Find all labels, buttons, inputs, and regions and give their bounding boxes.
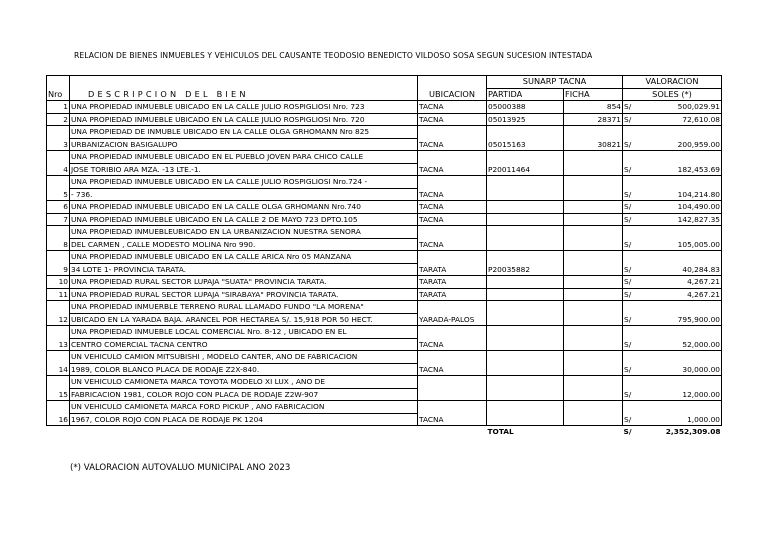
row-description: - 736.	[70, 188, 418, 201]
row-valoracion	[623, 151, 722, 176]
total-label: TOTAL	[487, 427, 514, 436]
table-row	[47, 351, 722, 364]
row-valoracion	[623, 288, 722, 301]
row-valoracion	[623, 101, 722, 114]
currency-symbol: S/	[624, 164, 632, 174]
row-partida: 05015163	[487, 126, 564, 151]
value-amount: 30,000.00	[682, 364, 720, 374]
value-amount: 142,827.35	[677, 214, 720, 224]
total-value: 2,352,309.08	[665, 427, 721, 436]
row-description: 1967, COLOR ROJO CON PLACA DE RODAJE PK 1204	[70, 413, 418, 426]
table-row	[47, 276, 722, 289]
row-partida	[487, 288, 564, 301]
currency-symbol: S/	[624, 364, 632, 374]
row-ficha	[564, 326, 623, 351]
row-ficha	[564, 251, 623, 276]
table-row	[47, 101, 722, 114]
value-amount: 795,900.00	[677, 314, 720, 324]
header-soles: SOLES (*)	[623, 88, 722, 101]
total-value-cell	[623, 426, 722, 438]
currency-symbol: S/	[624, 314, 632, 324]
currency-symbol: S/	[624, 277, 632, 286]
row-nro: 5	[47, 176, 70, 201]
value-amount: 182,453.69	[677, 164, 720, 174]
row-ficha	[564, 288, 623, 301]
currency-symbol: S/	[624, 289, 632, 299]
row-ficha	[564, 151, 623, 176]
value-amount: 200,959.00	[677, 139, 720, 149]
table-row	[47, 226, 722, 239]
header-valoracion: VALORACION	[623, 76, 722, 89]
row-nro: 4	[47, 151, 70, 176]
value-amount: 104,214.80	[677, 189, 720, 199]
row-partida: 05000388	[487, 101, 564, 114]
footnote: (*) VALORACION AUTOVALUO MUNICIPAL ANO 2023	[70, 463, 291, 473]
row-description: UNA PROPIEDAD INMUEBLE UBICADO EN LA CALLE JULIO ROSPIGLIOSI Nro.724 -	[70, 176, 418, 189]
value-amount: 500,029.91	[677, 102, 720, 111]
row-description: 1989, COLOR BLANCO PLACA DE RODAJE Z2X-840.	[70, 363, 418, 376]
row-description: UNA PROPIEDAD INMUEBLE UBICADO EN LA CALLE OLGA GRHOMANN Nro.740	[70, 201, 418, 214]
row-description: UNA PROPIEDAD INMUEBLE UBICADO EN LA CALLE JULIO ROSPIGLIOSI Nro. 720	[70, 113, 418, 126]
row-ficha	[564, 213, 623, 226]
row-ubicacion: TACNA	[418, 326, 487, 351]
row-ubicacion: TACNA	[418, 126, 487, 151]
currency-symbol: S/	[624, 102, 632, 111]
row-ubicacion: TARATA	[418, 276, 487, 289]
row-nro: 9	[47, 251, 70, 276]
value-amount: 4,267.21	[687, 289, 720, 299]
row-ubicacion: TARATA	[418, 251, 487, 276]
row-description: UNA PROPIEDAD INMUEBLE UBICADO EN LA CALLE JULIO ROSPIGLIOSI Nro. 723	[70, 101, 418, 114]
row-nro: 13	[47, 326, 70, 351]
currency-symbol: S/	[624, 389, 632, 399]
row-ficha	[564, 401, 623, 426]
row-valoracion	[623, 126, 722, 151]
row-description: DEL CARMEN , CALLE MODESTO MOLINA Nro 990.	[70, 238, 418, 251]
header-ficha: FICHA	[564, 88, 623, 101]
row-description: FABRICACION 1981, COLOR ROJO CON PLACA DE RODAJE Z2W-907	[70, 388, 418, 401]
row-nro: 3	[47, 126, 70, 151]
row-ubicacion: TACNA	[418, 401, 487, 426]
row-description: URBANIZACION BASIGALUPO	[70, 138, 418, 151]
row-partida	[487, 276, 564, 289]
row-description: UNA PROPIEDAD INMUEBLEUBICADO EN LA URBANIZACION NUESTRA SENORA	[70, 226, 418, 239]
row-ficha	[564, 201, 623, 214]
row-ubicacion: TARATA	[418, 288, 487, 301]
row-description: UNA PROPIEDAD RURAL SECTOR LUPAJA "SUATA" PROVINCIA TARATA.	[70, 276, 418, 289]
row-nro: 12	[47, 301, 70, 326]
row-partida	[487, 226, 564, 251]
row-partida	[487, 213, 564, 226]
currency-symbol: S/	[624, 189, 632, 199]
header-ubicacion: UBICACION	[418, 76, 487, 101]
header-partida: PARTIDA	[487, 88, 564, 101]
document-title: RELACION DE BIENES INMUEBLES Y VEHICULOS DEL CAUSANTE TEODOSIO BENEDICTO VILDOSO SOSA SEGUN SUCESION INTESTADA	[74, 51, 593, 60]
row-partida	[487, 201, 564, 214]
table-row	[47, 301, 722, 314]
row-nro: 16	[47, 401, 70, 426]
row-ubicacion: TACNA	[418, 151, 487, 176]
currency-symbol: S/	[624, 214, 632, 224]
header-sunarp: SUNARP TACNA	[487, 76, 623, 89]
total-spacer	[418, 426, 487, 438]
row-ficha: 854	[564, 101, 623, 114]
row-valoracion	[623, 113, 722, 126]
table-row	[47, 288, 722, 301]
row-partida	[487, 301, 564, 326]
value-amount: 72,610.08	[682, 114, 720, 124]
row-nro: 15	[47, 376, 70, 401]
row-nro: 8	[47, 226, 70, 251]
row-ubicacion: TACNA	[418, 176, 487, 201]
table-row	[47, 376, 722, 389]
row-ubicacion: TACNA	[418, 113, 487, 126]
row-valoracion	[623, 351, 722, 376]
table-row	[47, 326, 722, 339]
value-amount: 104,490.00	[677, 202, 720, 211]
row-description: 34 LOTE 1- PROVINCIA TARATA.	[70, 263, 418, 276]
header-row-1	[47, 76, 722, 89]
row-valoracion	[623, 401, 722, 426]
row-ficha	[564, 376, 623, 401]
row-nro: 14	[47, 351, 70, 376]
value-amount: 105,005.00	[677, 239, 720, 249]
row-description: UN VEHICULO CAMION MITSUBISHI , MODELO CANTER, ANO DE FABRICACION	[70, 351, 418, 364]
row-description: UNA PROPIEDAD INMUEBLE UBICADO EN EL PUEBLO JOVEN PARA CHICO CALLE	[70, 151, 418, 164]
row-description: UNA PROPIEDAD INMUEBLE LOCAL COMERCIAL Nro. 8-12 , UBICADO EN EL	[70, 326, 418, 339]
row-nro: 6	[47, 201, 70, 214]
row-partida	[487, 176, 564, 201]
currency-symbol: S/	[624, 114, 632, 124]
total-spacer	[47, 426, 70, 438]
total-spacer	[564, 426, 623, 438]
row-valoracion	[623, 176, 722, 201]
row-ubicacion: TACNA	[418, 226, 487, 251]
row-description: UBICADO EN LA YARADA BAJA. ARANCEL POR HECTAREA S/. 15,918 POR 50 HECT.	[70, 313, 418, 326]
row-description: UN VEHICULO CAMIONETA MARCA FORD PICKUP , ANO FABRICACION	[70, 401, 418, 414]
row-description: UNA PROPIEDAD RURAL SECTOR LUPAJA "SIRABAYA" PROVINCIA TARATA.	[70, 288, 418, 301]
table-row	[47, 201, 722, 214]
header-nro: Nro	[47, 76, 70, 101]
table-row	[47, 176, 722, 189]
row-ubicacion	[418, 376, 487, 401]
row-description: CENTRO COMERCIAL TACNA CENTRO	[70, 338, 418, 351]
row-partida	[487, 326, 564, 351]
row-partida: 05013925	[487, 113, 564, 126]
row-ficha	[564, 351, 623, 376]
value-amount: 52,000.00	[682, 339, 720, 349]
currency-symbol: S/	[624, 239, 632, 249]
table-row	[47, 113, 722, 126]
row-ficha	[564, 176, 623, 201]
total-row	[47, 426, 722, 438]
table-row	[47, 151, 722, 164]
row-valoracion	[623, 201, 722, 214]
row-nro: 2	[47, 113, 70, 126]
row-partida	[487, 376, 564, 401]
row-description: UNA PROPIEDAD INMUERBLE TERRENO RURAL LLAMADO FUNDO "LA MORENA"	[70, 301, 418, 314]
row-nro: 10	[47, 276, 70, 289]
currency-symbol: S/	[623, 427, 632, 436]
row-description: UN VEHICULO CAMIONETA MARCA TOYOTA MODELO XI LUX , ANO DE	[70, 376, 418, 389]
currency-symbol: S/	[624, 414, 632, 424]
row-ubicacion: TACNA	[418, 213, 487, 226]
row-ficha	[564, 301, 623, 326]
row-nro: 11	[47, 288, 70, 301]
row-partida	[487, 401, 564, 426]
row-nro: 7	[47, 213, 70, 226]
assets-table	[46, 75, 722, 438]
row-valoracion	[623, 326, 722, 351]
row-ficha	[564, 226, 623, 251]
row-description: UNA PROPIEDAD INMUEBLE UBICADO EN LA CALLE ARICA Nro 05 MANZANA	[70, 251, 418, 264]
value-amount: 4,267.21	[687, 277, 720, 286]
row-partida: P20011464	[487, 151, 564, 176]
table-row	[47, 401, 722, 414]
total-spacer	[70, 426, 418, 438]
header-descripcion: DESCRIPCION DEL BIEN	[70, 76, 418, 101]
row-ubicacion: TACNA	[418, 101, 487, 114]
row-valoracion	[623, 301, 722, 326]
row-ficha: 30821	[564, 126, 623, 151]
row-valoracion	[623, 276, 722, 289]
row-nro: 1	[47, 101, 70, 114]
currency-symbol: S/	[624, 202, 632, 211]
currency-symbol: S/	[624, 339, 632, 349]
row-ubicacion: YARADA-PALOS	[418, 301, 487, 326]
row-valoracion	[623, 376, 722, 401]
value-amount: 12,000.00	[682, 389, 720, 399]
row-ubicacion: TACNA	[418, 201, 487, 214]
row-ficha: 28371	[564, 113, 623, 126]
currency-symbol: S/	[624, 139, 632, 149]
row-partida: P20035882	[487, 251, 564, 276]
table-row	[47, 251, 722, 264]
value-amount: 40,284.83	[682, 264, 720, 274]
row-partida	[487, 351, 564, 376]
row-description: UNA PROPIEDAD DE INMUBLE UBICADO EN LA CALLE OLGA GRHOMANN Nro 825	[70, 126, 418, 139]
row-valoracion	[623, 213, 722, 226]
currency-symbol: S/	[624, 264, 632, 274]
table-row	[47, 126, 722, 139]
table-row	[47, 213, 722, 226]
row-valoracion	[623, 251, 722, 276]
row-description: UNA PROPIEDAD INMUEBLE UBICADO EN LA CALLE 2 DE MAYO 723 DPTO.105	[70, 213, 418, 226]
row-ubicacion: TACNA	[418, 351, 487, 376]
row-valoracion	[623, 226, 722, 251]
value-amount: 1,000.00	[687, 414, 720, 424]
row-description: JOSE TORIBIO ARA MZA. -13 LTE.-1.	[70, 163, 418, 176]
row-ficha	[564, 276, 623, 289]
